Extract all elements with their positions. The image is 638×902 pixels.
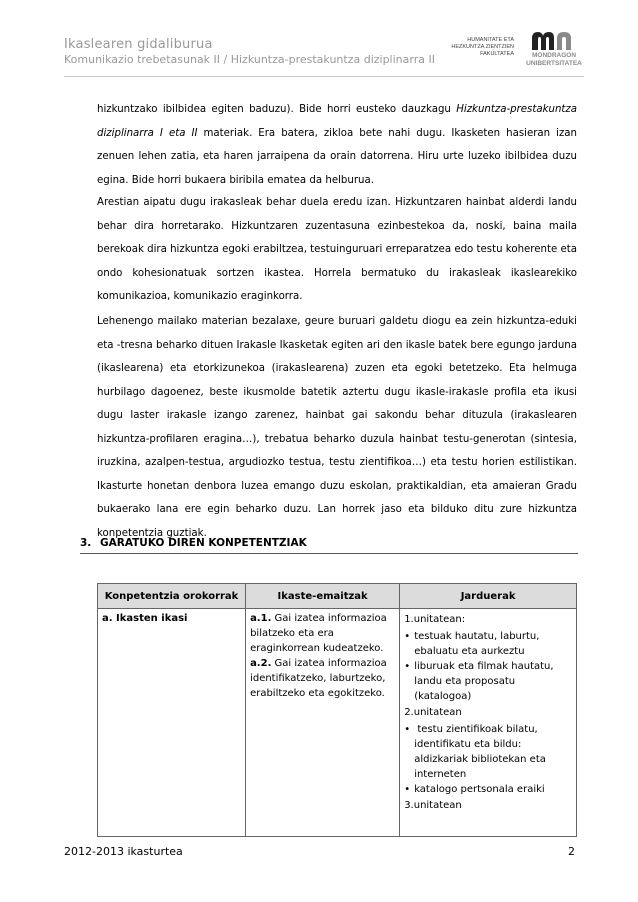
outcomes-cell <box>246 609 400 837</box>
unit-label: 3.unitatean <box>404 800 462 811</box>
university-name: MONDRAGON UNIBERTSITATEA <box>526 52 582 67</box>
page-header <box>0 0 638 80</box>
paragraph-3: Lehenengo mailako materian bezalaxe, geure buruari galdetu diogu ea zein hizkuntza-eduki eta -tresna beharko dituen Irakasle Ikasketak egiten ari den ikasle batek bere egungo jarduna (ikaslearena) eta etorkizunekoa (irakaslearena) zuzen eta egoki betetzeko. Eta helmuga hurbilago dagoenez, beste ikusmolde batetik aztertu dugu ikasle-irakasle profila eta ikusi dugu laster irakasle izango zarenez, hainbat gai sakondu behar dituzula (irakaslearen hizkuntza-profilaren eragina…), trebatua beharko duzula hainbat testu-generotan (sintesia, iruzkina, azalpen-testua, argudiozko testua, testu zientifikoa…) eta testu horien estilistikan. Ikasturte honetan denbora luzea emango duzu eskolan, praktikaldian, eta amaieran Gradu bukaerako lana ere egin beharko duzu. Lan horrek jaso eta bilduko ditu zure hizkuntza konpetentzia guztiak. <box>97 316 577 539</box>
unit-label: 2.unitatean <box>404 707 462 718</box>
column-header: Konpetentzia orokorrak <box>98 584 246 609</box>
course-subtitle: Komunikazio trebetasunak II / Hizkuntza-prestakuntza diziplinarra II <box>64 53 435 66</box>
faculty-name: HUMANITATE ETA HEZKUNTZA ZIENTZIEN FAKULTATEA <box>451 37 514 57</box>
mondragon-logo-icon <box>530 30 578 52</box>
competence-cell: a. Ikasten ikasi <box>98 609 246 837</box>
bullet-icon: • <box>404 784 411 795</box>
activities-cell <box>400 609 577 837</box>
paragraph-2: Arestian aipatu dugu irakasleak behar duela eredu izan. Hizkuntzaren hainbat alderdi landu behar dira horretarako. Hizkuntzaren zuzentasuna ezinbestekoa da, noski, baina maila berekoak dira hizkuntza egoki erabiltzea, testuinguruari erreparatzea edo testu koherente eta ondo kohesionatuak sortzen ikastea. Horrela bermatuko du irakasleak ikaslearekiko komunikazioa, komunikazio eraginkorra. <box>97 197 577 302</box>
outcome-item: a.1. Gai izatea informazioa bilatzeko eta era eraginkorrean kudeatzeko. <box>250 613 387 654</box>
page-number: 2 <box>568 845 575 858</box>
section-title: GARATUKO DIREN KONPETENTZIAK <box>100 537 307 549</box>
bullet-icon: • <box>404 724 411 735</box>
bullet-icon: • <box>404 661 411 672</box>
outcome-item: a.2. Gai izatea informazioa identifikatzeko, laburtzeko, erabiltzeko eta egokitzeko. <box>250 658 387 699</box>
table-header-row <box>98 584 577 609</box>
paragraph-1: hizkuntzako ibilbidea egiten baduzu). Bide horri eusteko dauzkagu Hizkuntza-prestakuntza diziplinarra I eta II materiak. Era batera, zikloa bete nahi dugu. Ikasketen hasieran izan zenuen lehen zatia, eta haren jarraipena da orain datorrena. Hiru urte luzeko ibilbidea duzu egina. Bide horri bukaera biribila ematea da helburua. <box>97 104 578 186</box>
unit-label: 1.unitatean: <box>404 614 466 625</box>
list-item: • testuak hautatu, laburtu, ebaluatu eta aurkeztu <box>404 631 540 657</box>
section-number: 3. <box>80 537 92 549</box>
table-row <box>98 609 577 837</box>
column-header: Jarduerak <box>400 584 577 609</box>
bullet-icon: • <box>404 631 411 642</box>
list-item: • liburuak eta filmak hautatu, landu eta proposatu (katalogoa) <box>404 661 554 702</box>
list-item: • katalogo pertsonala eraiki <box>404 784 545 795</box>
section-heading <box>80 537 578 554</box>
guide-title: Ikaslearen gidaliburua <box>64 37 213 52</box>
course-name-italic: Hizkuntza-prestakuntza diziplinarra I eta II <box>97 104 577 139</box>
column-header: Ikaste-emaitzak <box>246 584 400 609</box>
footer-academic-year: 2012-2013 ikasturtea <box>64 845 183 858</box>
header-divider <box>64 76 584 77</box>
list-item: • testu zientifikoak bilatu, identifikatu eta bildu: aldizkariak bibliotekan eta interneten <box>404 724 546 780</box>
competence-table <box>97 583 577 837</box>
